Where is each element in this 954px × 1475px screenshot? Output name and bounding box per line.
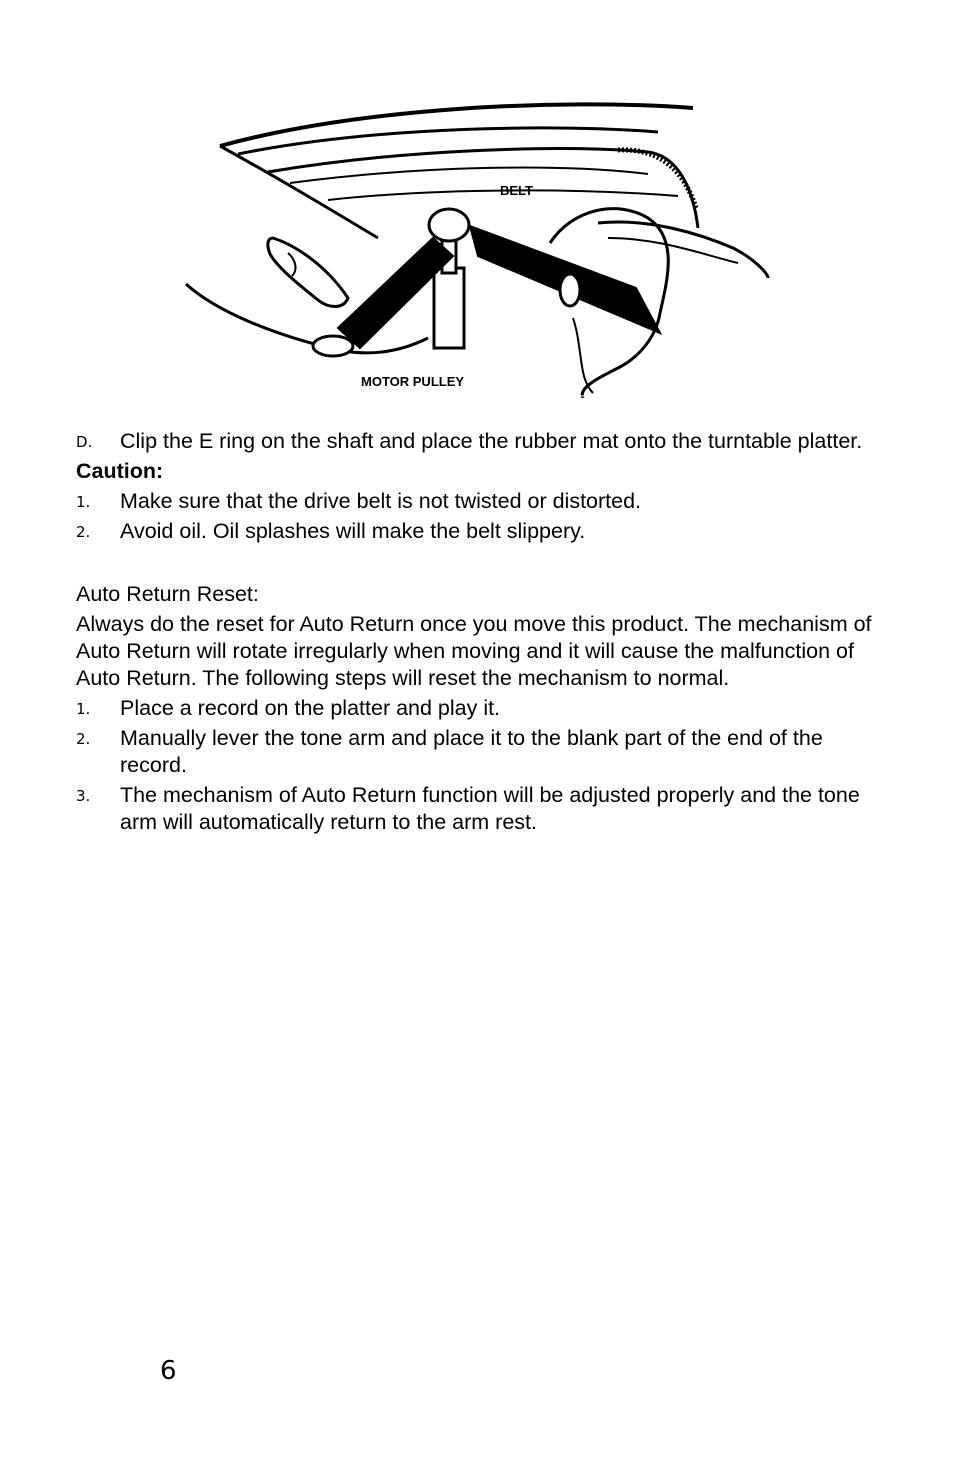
belt-installation-drawing — [178, 88, 778, 398]
caution-item-marker: 2. — [76, 523, 91, 541]
auto-return-step-marker: 3. — [76, 787, 91, 805]
auto-return-step — [76, 782, 886, 836]
auto-return-step-text: Manually lever the tone arm and place it to the blank part of the end of the record. — [120, 726, 823, 777]
auto-return-step — [76, 725, 886, 779]
auto-return-step-marker: 1. — [76, 700, 91, 718]
auto-return-step-marker: 2. — [76, 730, 91, 748]
auto-return-intro: Always do the reset for Auto Return once you move this product. The mechanism of Auto Return will rotate irregularly when moving and it will cause the malfunction of Auto Return. The following steps will reset the mechanism to normal. — [76, 612, 872, 690]
caution-item-text: Make sure that the drive belt is not twisted or distorted. — [120, 489, 642, 513]
auto-return-heading: Auto Return Reset: — [76, 582, 259, 606]
auto-return-step-text: The mechanism of Auto Return function will be adjusted properly and the tone arm will automatically return to the arm rest. — [120, 783, 860, 834]
page-number: 6 — [160, 1356, 177, 1386]
belt-installation-illustration — [178, 88, 778, 398]
step-d-marker: D. — [76, 433, 93, 451]
step-d-text: Clip the E ring on the shaft and place the rubber mat onto the turntable platter. — [120, 429, 863, 453]
caution-item — [76, 488, 886, 515]
belt-label: BELT — [500, 183, 533, 198]
caution-item-marker: 1. — [76, 493, 91, 511]
auto-return-step-text: Place a record on the platter and play it. — [120, 696, 501, 720]
caution-heading: Caution: — [76, 459, 164, 483]
motor-pulley-label: MOTOR PULLEY — [361, 374, 465, 389]
auto-return-step — [76, 695, 886, 722]
page-content — [76, 428, 886, 839]
caution-item-text: Avoid oil. Oil splashes will make the belt slippery. — [120, 519, 586, 543]
caution-item — [76, 518, 886, 545]
step-d — [76, 428, 886, 455]
